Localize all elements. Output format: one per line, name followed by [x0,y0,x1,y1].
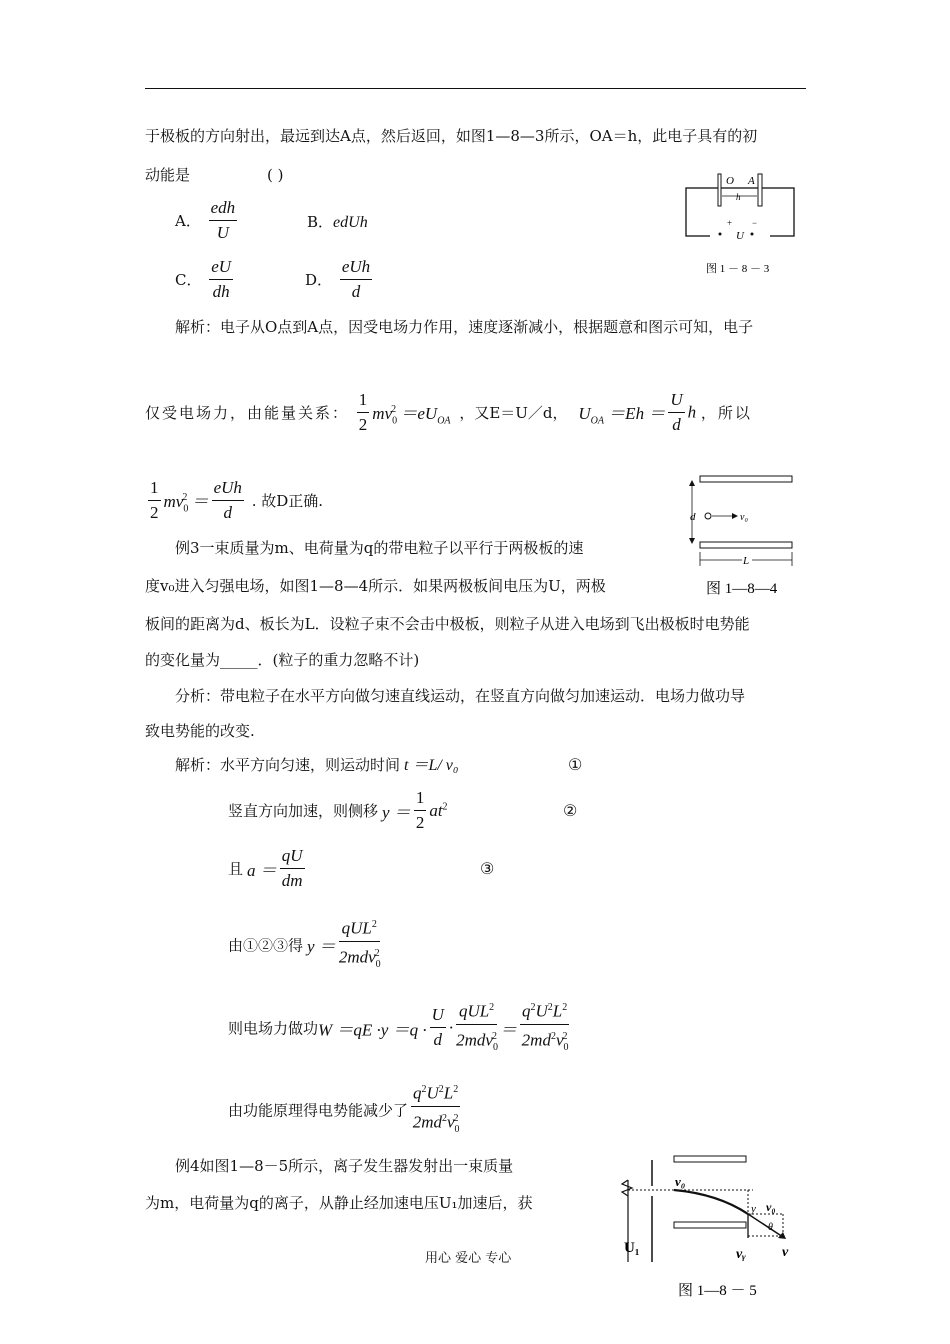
plus-sign: + [727,218,733,228]
option-b [307,211,368,232]
step-3-text: 且 [228,860,244,878]
step-4: 由①②③得 y ＝ $\frac{qUL^2}{2mdv_0^2}$ [228,915,383,975]
step-1-number: ① [568,755,583,774]
option-d [305,257,375,302]
solution-1-line-3: $\frac{1}{2}$ $mv_0^2$ ＝ $\frac{\text{eUh}}{d}$ . 故D正确. [150,478,324,522]
example-4-line-2: 为m，电荷量为q的离子，从静止经加速电压U₁加速后，获 [145,1194,533,1212]
option-c-numerator: eU [209,257,233,280]
question-text-line-1: 于极板的方向射出，最远到达A点，然后返回，如图1—8—3所示，OA＝h，此电子具有的初 [145,127,758,145]
energy-decrease-fraction: $\frac{q^2U^2L^2}{2md^2v_0^2}$ [411,1080,460,1140]
figure-1-8-5-label-v0: v₀ [675,1174,686,1189]
step-2-number: ② [563,801,578,820]
example-3-line-4: 的变化量为_____．(粒子的重力忽略不计) [145,651,420,669]
option-b-value: edUh [333,214,368,231]
step-6 [228,1080,463,1140]
figure-1-8-5-label-y: y [751,1203,756,1215]
option-c-denominator: dh [212,282,230,301]
figure-1-8-3 [680,168,800,280]
figure-1-8-3-label-o: O [726,175,734,187]
figure-1-8-4-label-v0: v₀ [740,512,748,523]
answer-blank: ( ) [267,166,284,184]
option-a-numerator: edh [209,198,238,221]
displacement-equation: $at^2$ [429,800,448,820]
figure-1-8-4-caption: 图 1—8—4 [706,581,778,597]
uoa-equation: $U_{OA} =Eh$ ＝ [578,403,666,427]
work-fraction: $\frac{q^2U^2L^2}{2md^2v_0^2}$ [520,998,569,1058]
svg-text:v₀: v₀ [766,1200,776,1214]
example-3-line-2: 度v₀进入匀强电场，如图1—8—4所示．如果两极板间电压为U，两极 [145,577,606,595]
example-4-line-1: 例4如图1—8－5所示，离子发生器发射出一束质量 [175,1157,514,1175]
figure-1-8-5-label-u1: U₁ [624,1240,640,1256]
figure-1-8-5 [618,1152,808,1302]
page-footer: 用心 爱心 专心 [425,1251,512,1266]
figure-1-8-5-label-vy: vᵧ [736,1247,746,1262]
figure-1-8-3-caption: 图 1 － 8 － 3 [706,263,770,275]
step-1-equation: t ＝L/ v₀ [404,757,459,774]
option-d-denominator: d [351,282,361,301]
header-rule [145,88,806,89]
figure-1-8-3-label-a: A [748,175,755,187]
step-2-text: 竖直方向加速，则侧移 [228,802,379,820]
step-1-text: 解析：水平方向匀速，则运动时间 [175,756,401,774]
solution-1-conclusion: . 故D正确. [251,492,324,510]
solution-1-line-2-text-a: 仅受电场力，由能量关系： [145,404,350,422]
analysis-line-2: 致电势能的改变. [145,722,255,740]
solution-1-line-1: 解析：电子从O点到A点，因受电场力作用，速度逐渐减小，根据题意和图示可知，电子 [175,318,754,336]
figure-1-8-4-label-l: L [743,555,750,567]
figure-1-8-4 [684,470,804,600]
half-fraction: $\frac{1}{2}$ [358,390,368,434]
step-4-text: 由①②③得 [228,936,304,955]
option-c-label: C． [175,271,202,289]
option-d-numerator: eUh [340,257,372,280]
acceleration-fraction: $\frac{qU}{dm}$ [281,846,303,890]
displacement-fraction: $\frac{qUL^2}{2mdv_0^2}$ [339,915,380,975]
step-3-number: ③ [480,859,495,878]
example-3-line-1: 例3一束质量为m、电荷量为q的带电粒子以平行于两极板的速 [175,539,584,557]
energy-equation: $mv_0^2 =eU_{OA}$ [372,403,451,427]
minus-sign: − [752,218,758,228]
figure-1-8-3-label-h: h [736,192,741,202]
step-6-text: 由功能原理得电势能减少了 [228,1101,409,1120]
figure-1-8-3-label-u: U [736,230,744,242]
solution-1-line-2: 仅受电场力，由能量关系： $\frac{1}{2}$ $mv_0^2 =eU_{OA}$ ，又E＝U／d， $U_{OA} =Eh$ ＝ $\frac{U}{d}$ h ，所以 [145,390,752,434]
step-3: 且 a ＝ $\frac{qU}{dm}$ [228,846,303,890]
step-2: 竖直方向加速，则侧移 y ＝ $\frac{1}{2}$ $at^2$ [228,788,448,832]
u-over-d-fraction: $\frac{U}{d}$ [670,390,683,434]
option-a-denominator: U [216,223,230,242]
solution-1-line-2-text-b: ，又E＝U／d， [459,404,568,422]
kinetic-energy-result: $mv_0^2$ ＝ [163,491,209,515]
option-c [175,257,236,302]
option-b-label: B． [307,213,334,231]
figure-1-8-5-label-theta: θ [768,1222,773,1233]
step-5: 则电场力做功W ＝qE ·y ＝q · $\frac{U}{d}$ · $\frac{qUL^2}{2mdv_0^2}$ ＝ $\frac{q^2U^2L^2}{2md^2v_0^2}$ [228,998,572,1058]
step-1 [175,755,458,776]
question-text-line-2: 动能是 [145,166,191,184]
option-a [175,198,240,243]
example-3-line-3: 板间的距离为d、板长为L．设粒子束不会击中极板，则粒子从进入电场到飞出极板时电势能 [145,615,750,633]
euh-over-d-fraction: $\frac{\text{eUh}}{d}$ [213,478,242,522]
figure-1-8-4-label-d: d [690,511,696,523]
option-d-label: D． [305,271,333,289]
figure-1-8-5-caption: 图 1—8 － 5 [678,1283,757,1299]
step-5-text: 则电场力做功 [228,1019,319,1038]
option-a-label: A． [175,212,201,230]
analysis-line-1: 分析：带电粒子在水平方向做匀速直线运动，在竖直方向做匀加速运动．电场力做功导 [175,687,746,705]
solution-1-line-2-text-c: ，所以 [700,404,752,422]
figure-1-8-5-label-v: v [782,1245,789,1260]
